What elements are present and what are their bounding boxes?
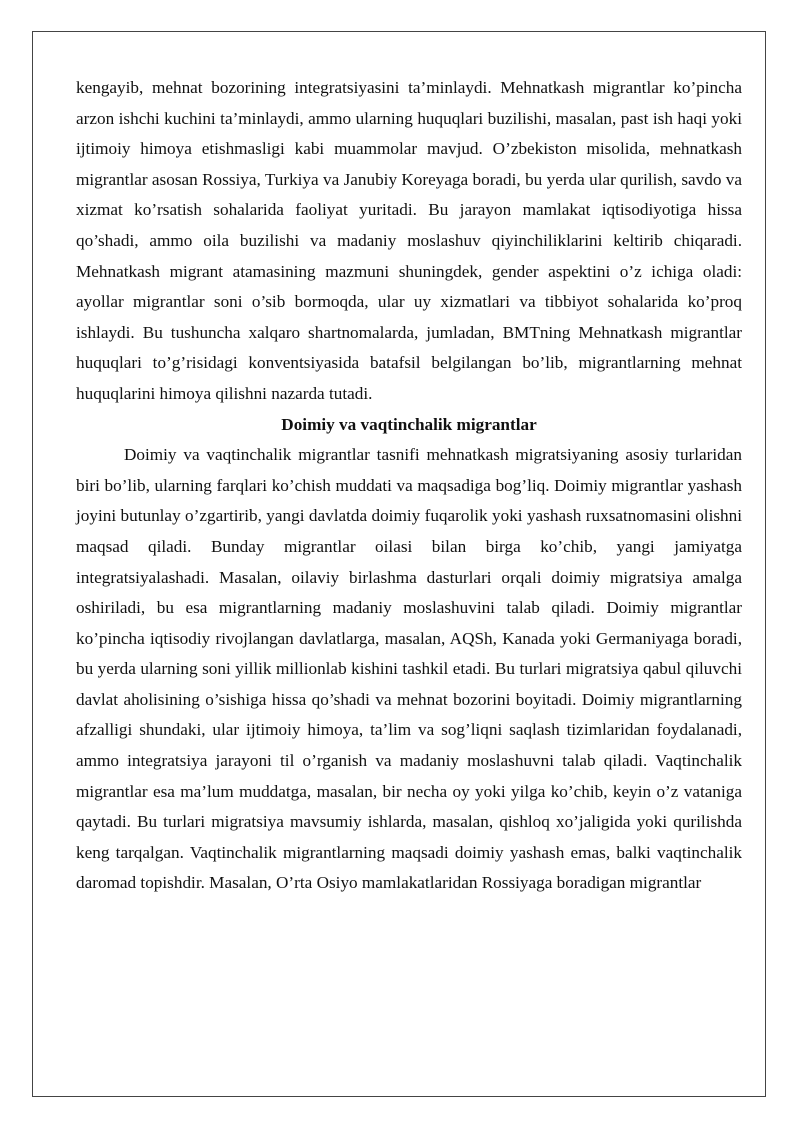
section-heading: Doimiy va vaqtinchalik migrantlar: [281, 414, 537, 434]
document-body: [76, 73, 742, 899]
paragraph-migrant-types: Doimiy va vaqtinchalik migrantlar tasnifi mehnatkash migratsiyaning asosiy turlaridan biri bo’lib, ularning farqlari ko’chish muddati va maqsadiga bog’liq. Doimiy migrantlar yashash joyini butunlay o’zgartirib, yangi davlatda doimiy fuqarolik yoki yashash ruxsatnomasini olishni maqsad qiladi. Bunday migrantlar oilasi bilan birga ko’chib, yangi jamiyatga integratsiyalashadi. Masalan, oilaviy birlashma dasturlari orqali doimiy migratsiya amalga oshiriladi, bu esa migrantlarning madaniy moslashuvini talab qiladi. Doimiy migrantlar ko’pincha iqtisodiy rivojlangan davlatlarga, masalan, AQSh, Kanada yoki Germaniyaga boradi, bu yerda ularning soni yillik millionlab kishini tashkil etadi. Bu turlari migratsiya qabul qiluvchi davlat aholisining o’sishiga hissa qo’shadi va mehnat bozorini boyitadi. Doimiy migrantlarning afzalligi shundaki, ular ijtimoiy himoya, ta’lim va sog’liqni saqlash tizimlaridan foydalanadi, ammo integratsiya jarayoni til o’rganish va madaniy moslashuvni talab qiladi. Vaqtinchalik migrantlar esa ma’lum muddatga, masalan, bir necha oy yoki yilga ko’chib, keyin o’z vataniga qaytadi. Bu turlari migratsiya mavsumiy ishlarda, masalan, qishloq xo’jaligida yoki qurilishda keng tarqalgan. Vaqtinchalik migrantlarning maqsadi doimiy yashash emas, balki vaqtinchalik daromad topishdir. Masalan, O’rta Osiyo mamlakatlaridan Rossiyaga boradigan migrantlar: [76, 445, 742, 893]
paragraph-continuation: kengayib, mehnat bozorining integratsiyasini ta’minlaydi. Mehnatkash migrantlar ko’pincha arzon ishchi kuchini ta’minlaydi, ammo ularning huquqlari buzilishi, masalan, past ish haqi yoki ijtimoiy himoya etishmasligi kabi muammolar mavjud. O’zbekiston misolida, mehnatkash migrantlar asosan Rossiya, Turkiya va Janubiy Koreyaga boradi, bu yerda ular qurilish, savdo va xizmat ko’rsatish sohalarida faoliyat yuritadi. Bu jarayon mamlakat iqtisodiyotiga hissa qo’shadi, ammo oila buzilishi va madaniy moslashuv qiyinchiliklarini keltirib chiqaradi. Mehnatkash migrant atamasining mazmuni shuningdek, gender aspektini o’z ichiga oladi: ayollar migrantlar soni o’sib bormoqda, ular uy xizmatlari va tibbiyot sohalarida ko’proq ishlaydi. Bu tushuncha xalqaro shartnomalarda, jumladan, BMTning Mehnatkash migrantlar huquqlari to’g’risidagi konventsiyasida batafsil belgilangan bo’lib, migrantlarning mehnat huquqlarini himoya qilishni nazarda tutadi.: [76, 78, 742, 403]
